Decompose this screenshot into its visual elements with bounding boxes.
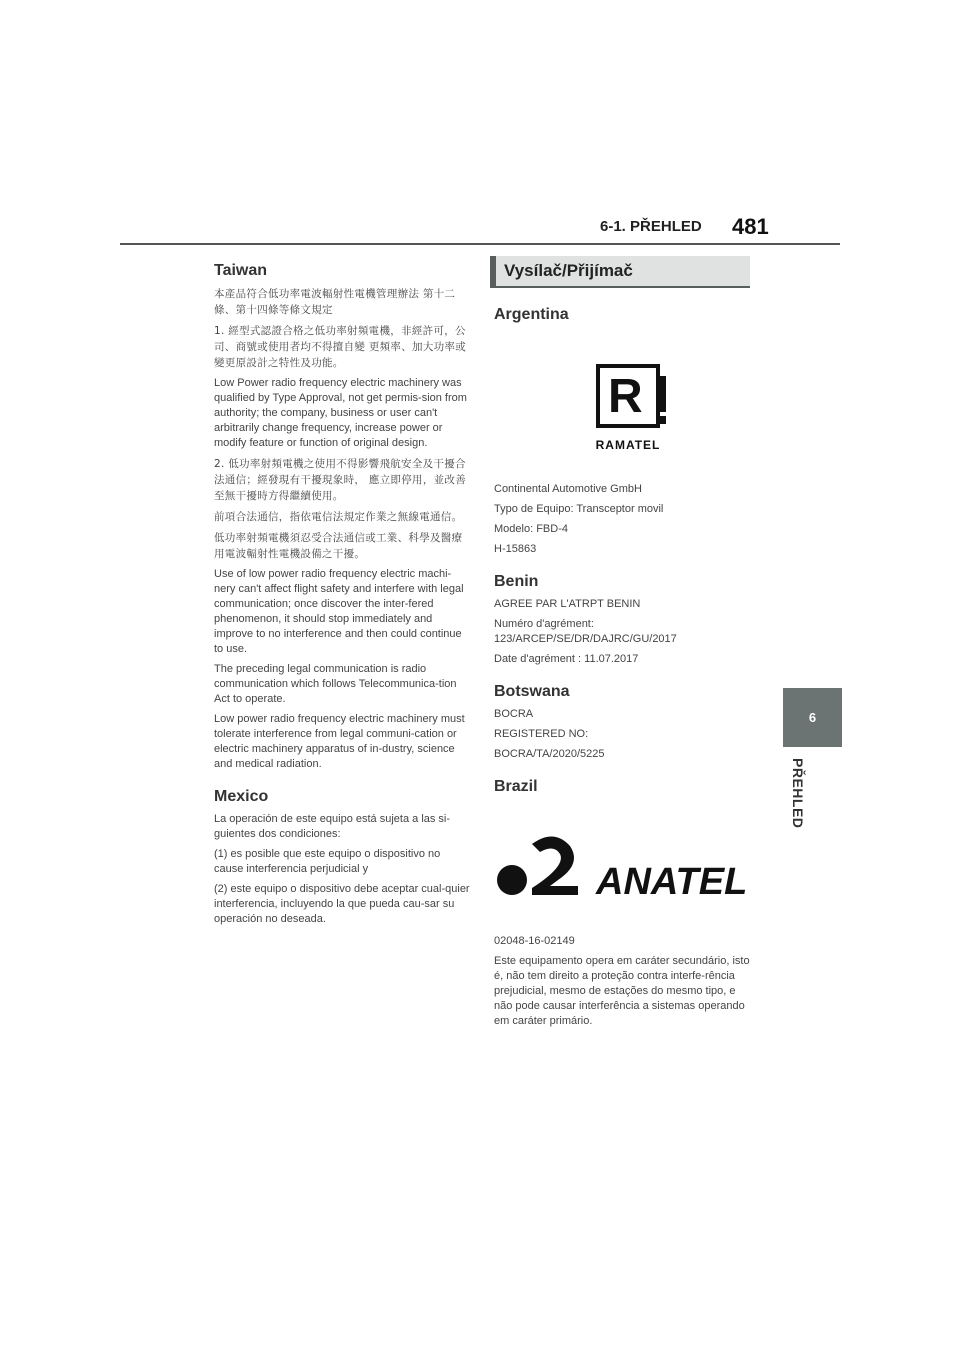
taiwan-section [214, 262, 470, 772]
section-title: Vysílač/Přijímač [504, 261, 633, 280]
brazil-paragraph: 02048-16-02149 [494, 935, 575, 947]
left-column [214, 262, 470, 932]
mexico-paragraph: La operación de este equipo está sujeta a las si-guientes dos condiciones: [214, 813, 451, 840]
brazil-heading: Brazil [494, 778, 538, 795]
taiwan-paragraph: 本產品符合低功率電波輻射性電機管理辦法 第十二條、第十四條等條文規定 [214, 288, 456, 316]
argentina-paragraph: H-15863 [494, 543, 537, 555]
benin-section [490, 573, 750, 667]
taiwan-paragraph: Use of low power radio frequency electric machi-nery can't affect flight safety and interfere with legal communication; once discover the inter-fered phenomenon, it should stop immediately and improve to no interference and then could continue to use. [214, 568, 464, 655]
botswana-paragraph: BOCRA [494, 708, 534, 720]
argentina-heading: Argentina [494, 306, 569, 323]
mexico-section [214, 788, 470, 927]
taiwan-paragraph: 低功率射頻電機須忍受合法通信或工業、科學及醫療用電波輻射性電機設備之干擾。 [214, 532, 463, 560]
botswana-section [490, 683, 750, 762]
anatel-logo [496, 832, 750, 898]
anatel-swoosh-mark [532, 836, 578, 895]
ramatel-exclamation-bar [658, 376, 666, 412]
taiwan-paragraph: Low power radio frequency electric machinery must tolerate interference from legal communi-cation or electric machinery apparatus of in-dustry, science and medical radiation. [214, 713, 465, 770]
botswana-paragraph: BOCRA/TA/2020/5225 [494, 748, 605, 760]
taiwan-paragraph: 2. 低功率射頻電機之使用不得影響飛航安全及干擾合法通信；經發現有干擾現象時， 應立即停用，並改善至無干擾時方得繼續使用。 [214, 458, 467, 502]
section-title-bar [490, 256, 750, 288]
chapter-tab-number: 6 [808, 710, 817, 725]
taiwan-paragraph: Low Power radio frequency electric machinery was qualified by Type Approval, not get permis-sion from authority; the company, business or user can't arbitrarily change frequency, increase power or modify feature or function of original design. [214, 377, 467, 449]
chapter-side-label: PŘEHLED [790, 758, 806, 829]
taiwan-paragraph: 1. 經型式認證合格之低功率射頻電機，非經許可，公司、商號或使用者均不得擅自變 更頻率、加大功率或變更原設計之特性及功能。 [214, 325, 467, 369]
brazil-paragraph: Este equipamento opera em caráter secundário, isto é, não tem direito a proteção contra interfe-rência prejudicial, mesmo de estações do mesmo tipo, e não pode causar interferência a sistemas operando em caráter primário. [494, 955, 750, 1027]
argentina-paragraph: Continental Automotive GmbH [494, 483, 642, 495]
benin-heading: Benin [494, 573, 539, 590]
page-number: 481 [732, 214, 769, 239]
header-divider [120, 243, 840, 245]
argentina-paragraph: Modelo: FBD-4 [494, 523, 568, 535]
ramatel-exclamation-dot [658, 416, 666, 424]
ramatel-r-mark [596, 364, 660, 428]
mexico-paragraph: (2) este equipo o dispositivo debe aceptar cual-quier interferencia, incluyendo la que pueda cau-sar su operación no deseada. [214, 883, 470, 925]
brazil-section [490, 778, 750, 1029]
ramatel-r-letter: R [608, 370, 643, 423]
taiwan-paragraph: 前項合法通信，指依電信法規定作業之無線電通信。 [214, 511, 463, 523]
mexico-heading: Mexico [214, 788, 269, 805]
taiwan-paragraph: The preceding legal communication is radio communication which follows Telecommunica-tion Act to operate. [214, 663, 457, 705]
argentina-paragraph: Typo de Equipo: Transceptor movil [494, 503, 664, 515]
botswana-paragraph: REGISTERED NO: [494, 728, 589, 740]
taiwan-heading: Taiwan [214, 262, 268, 279]
botswana-heading: Botswana [494, 683, 570, 700]
ramatel-logo [588, 364, 668, 452]
benin-paragraph: Date d'agrément : 11.07.2017 [494, 653, 639, 665]
mexico-paragraph: (1) es posible que este equipo o dispositivo no cause interferencia perjudicial y [214, 848, 441, 875]
argentina-section [490, 306, 750, 557]
anatel-dot-mark [497, 865, 527, 895]
anatel-logo-text: ANATEL [596, 861, 748, 898]
benin-paragraph: AGREE PAR L'ATRPT BENIN [494, 598, 641, 610]
chapter-tab[interactable] [783, 688, 842, 747]
ramatel-logo-text: RAMATEL [595, 438, 661, 452]
anatel-logo-graphic [496, 832, 752, 898]
right-column [490, 256, 750, 1034]
header-title: 6-1. PŘEHLED [600, 218, 702, 235]
benin-paragraph: Numéro d'agrément: 123/ARCEP/SE/DR/DAJRC/GU/2017 [494, 618, 677, 645]
